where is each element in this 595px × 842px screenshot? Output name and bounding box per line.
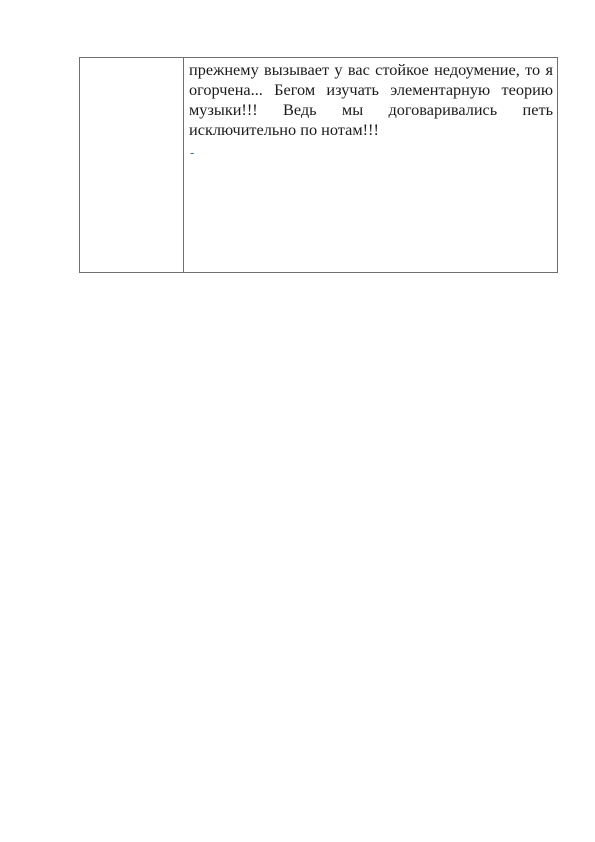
table-right-cell <box>184 58 557 272</box>
table-left-cell <box>80 58 184 272</box>
content-table <box>79 57 558 273</box>
dash-mark: - <box>190 145 195 160</box>
body-paragraph: прежнему вызывает у вас стойкое недоумение, то я огорчена... Бегом изучать элементарную теорию музыки!!! Ведь мы договаривались петь исключительно по нотам!!! <box>189 60 553 139</box>
